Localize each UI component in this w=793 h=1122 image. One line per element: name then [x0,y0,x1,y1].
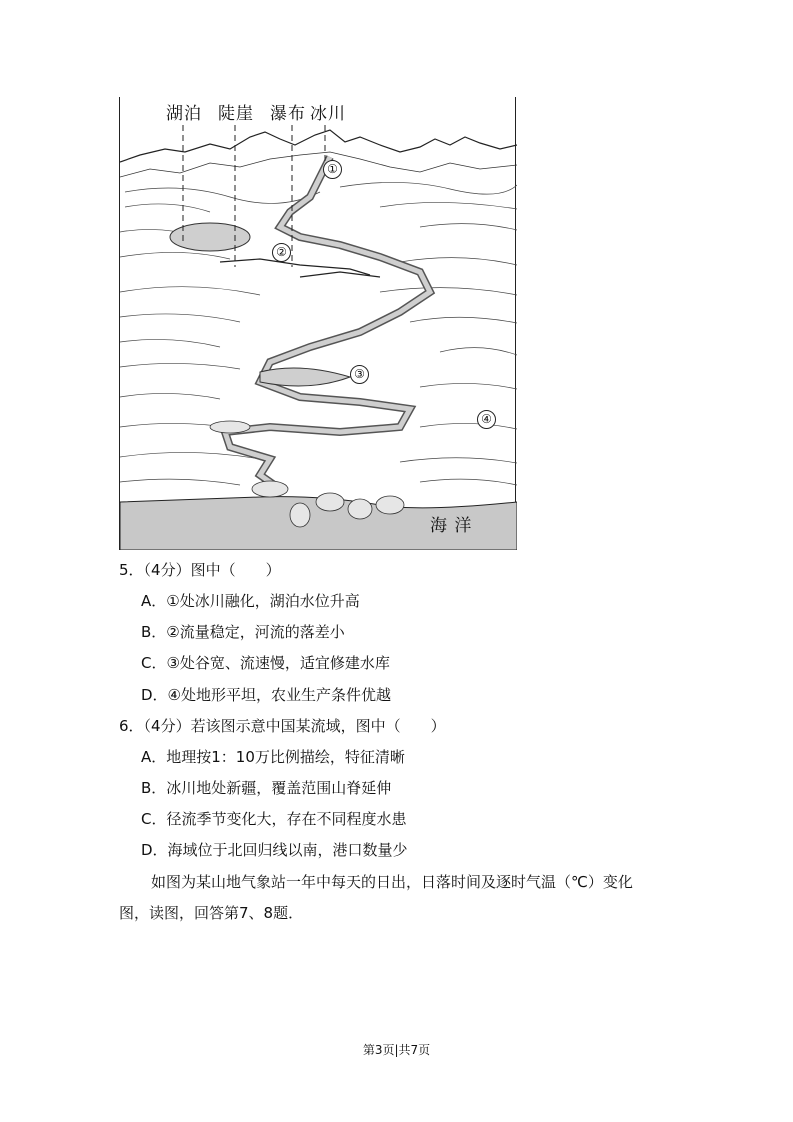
landscape-drawing [120,97,517,550]
page-footer: 第3页|共7页 [362,1043,431,1057]
intro-line-2: 图，读图，回答第7、8题． [119,904,304,922]
intro-line-1: 如图为某山地气象站一年中每天的日出，日落时间及逐时气温（℃）变化 [151,873,633,891]
label-glacier: 冰川 [310,104,346,124]
question-6-option-c: C．径流季节变化大，存在不同程度水患 [141,810,407,828]
marker-4: ④ [477,410,496,429]
marker-3: ③ [350,365,369,384]
marker-1: ① [323,160,342,179]
question-5-option-d: D．④处地形平坦，农业生产条件优越 [141,686,391,704]
question-5-stem: 5．（4分）图中（ ） [119,561,281,579]
question-5-option-c: C．③处谷宽、流速慢，适宜修建水库 [141,654,390,672]
label-cliff: 陡崖 [218,104,254,124]
label-waterfall: 瀑布 [270,104,306,124]
landscape-figure [119,97,516,550]
question-6-option-b: B．冰川地处新疆，覆盖范围山脊延伸 [141,779,392,797]
question-6-option-d: D．海域位于北回归线以南，港口数量少 [141,841,408,859]
question-5-option-a: A．①处冰川融化，湖泊水位升高 [141,592,360,610]
question-6-stem: 6．（4分）若该图示意中国某流域，图中（ ） [119,717,446,735]
marker-2: ② [272,243,291,262]
question-6-option-a: A．地理按1：10万比例描绘，特征清晰 [141,748,405,766]
question-5-option-b: B．②流量稳定，河流的落差小 [141,623,345,641]
label-sea: 海 洋 [430,516,473,536]
label-lake: 湖泊 [166,104,202,124]
